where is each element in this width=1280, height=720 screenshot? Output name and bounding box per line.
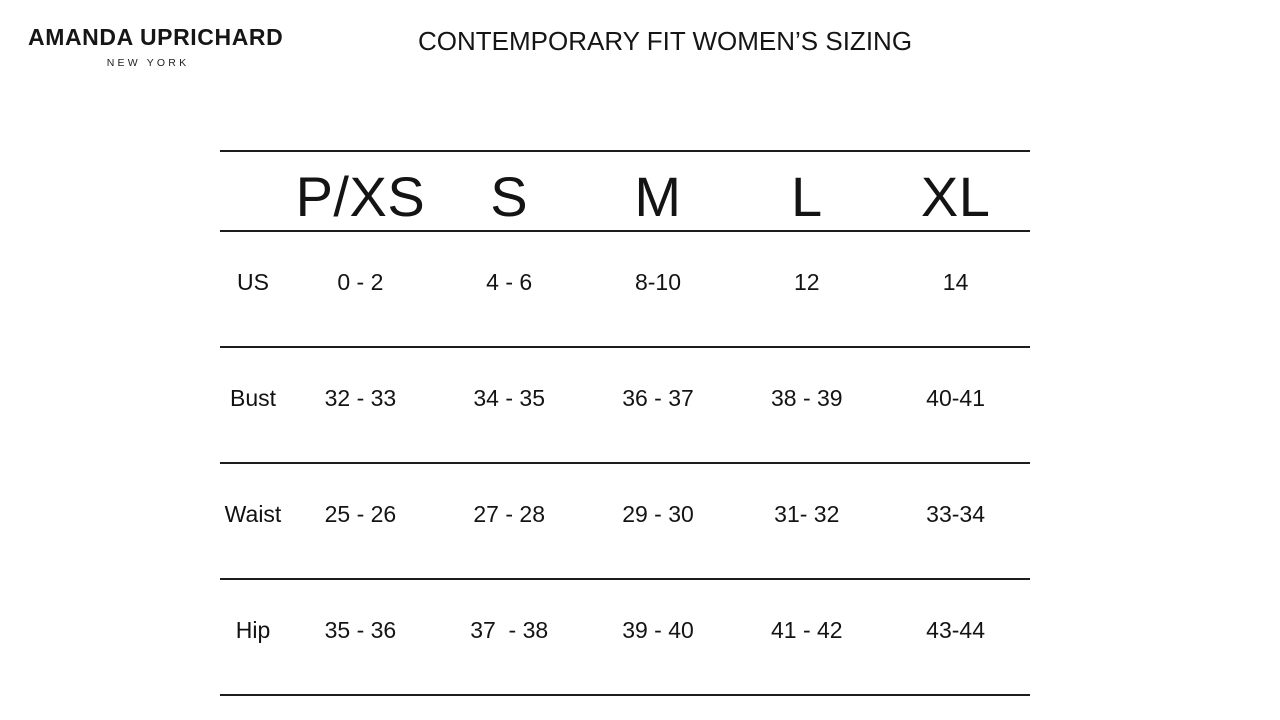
table-cell: 32 - 33 [324,385,397,411]
header-spacer-cell [220,152,286,230]
table-cell: 39 - 40 [622,617,694,643]
table-cell: 38 - 39 [770,385,843,411]
row-label-hip: Hip [235,617,271,643]
table-cell: 29 - 30 [622,501,694,527]
brand-name: AMANDA UPRICHARD [28,24,284,50]
table-row-hip [220,580,1030,696]
table-row-waist [220,464,1030,580]
column-header-l: L [790,164,823,228]
column-header-s: S [490,164,529,228]
table-cell: 35 - 36 [324,617,397,643]
page-title: CONTEMPORARY FIT WOMEN’S SIZING [418,26,913,56]
table-cell: 34 - 35 [473,385,545,411]
table-row-us [220,232,1030,348]
table-row-bust [220,348,1030,464]
table-cell: 33-34 [926,501,985,527]
table-cell: 12 [793,269,820,295]
table-cell: 43-44 [926,617,985,643]
row-label-us: US [237,269,269,295]
table-cell: 8-10 [634,269,682,295]
table-cell: 36 - 37 [622,385,694,411]
table-cell: 27 - 28 [473,501,545,527]
column-header-pxs: P/XS [295,164,426,228]
table-cell: 40-41 [926,385,985,411]
table-cell: 37 - 38 [470,617,549,643]
row-label-waist: Waist [224,501,282,527]
column-header-xl: XL [920,164,991,228]
brand-subtitle: NEW YORK [106,57,190,69]
table-cell: 14 [942,269,969,295]
row-label-bust: Bust [229,385,277,411]
table-cell: 41 - 42 [770,617,843,643]
table-cell: 0 - 2 [337,269,384,295]
table-cell: 31- 32 [774,501,840,527]
table-header-row [220,152,1030,232]
sizing-table [220,150,1030,696]
table-cell: 4 - 6 [486,269,533,295]
column-header-m: M [634,164,682,228]
brand-logo [28,24,284,69]
table-cell: 25 - 26 [324,501,397,527]
